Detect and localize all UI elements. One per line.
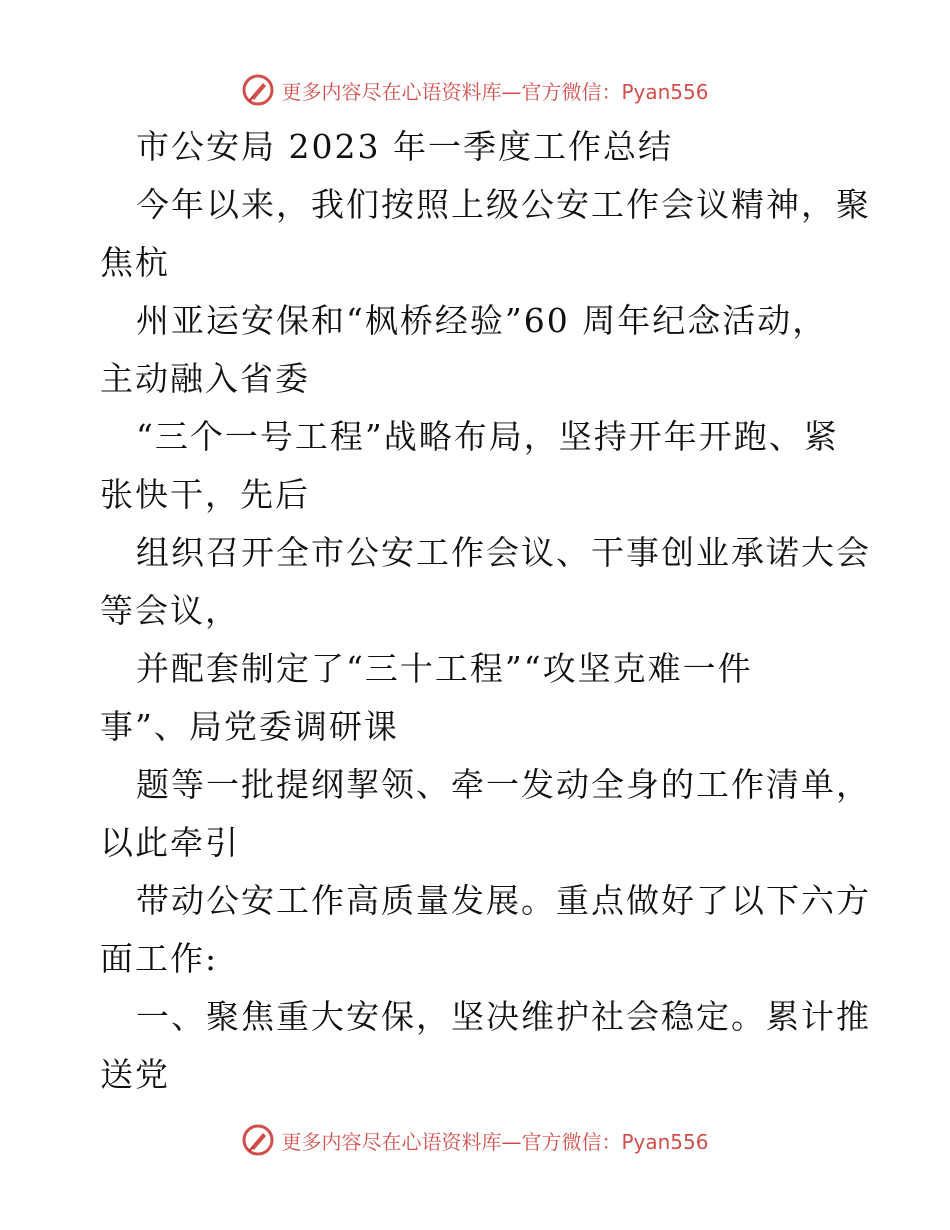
- watermark-text: 更多内容尽在心语资料库—官方微信：Pyan556: [281, 79, 709, 104]
- text-line: 一、聚焦重大安保，坚决维护社会稳定。累计推: [136, 997, 871, 1036]
- header-watermark: [0, 70, 950, 110]
- text-line: 州亚运安保和“枫桥经验”60 周年纪念活动，: [136, 301, 828, 340]
- watermark-text: 更多内容尽在心语资料库—官方微信：Pyan556: [281, 1129, 709, 1154]
- text-line: “三个一号工程”战略布局，坚持开年开跑、紧: [136, 417, 839, 456]
- text-line: 送党: [100, 1055, 170, 1094]
- text-line: 组织召开全市公安工作会议、干事创业承诺大会: [136, 533, 871, 572]
- text-line: 带动公安工作高质量发展。重点做好了以下六方: [136, 881, 871, 920]
- text-line: 今年以来，我们按照上级公安工作会议精神，聚: [136, 185, 871, 224]
- pen-logo-icon: [241, 1123, 275, 1157]
- text-line: 以此牵引: [100, 823, 240, 862]
- text-line: 面工作:: [100, 939, 219, 978]
- footer-watermark: [0, 1120, 950, 1160]
- text-line: 事”、局党委调研课: [100, 707, 399, 746]
- document-body: [100, 118, 871, 1104]
- pen-logo-icon: [241, 73, 275, 107]
- text-line: 张快干，先后: [100, 475, 310, 514]
- text-line: 焦杭: [100, 243, 170, 282]
- document-title: 市公安局 2023 年一季度工作总结: [136, 127, 673, 166]
- text-line: 主动融入省委: [100, 359, 310, 398]
- text-line: 等会议，: [100, 591, 240, 630]
- text-line: 并配套制定了“三十工程”“攻坚克难一件: [136, 649, 753, 688]
- text-line: 题等一批提纲挈领、牵一发动全身的工作清单，: [136, 765, 871, 804]
